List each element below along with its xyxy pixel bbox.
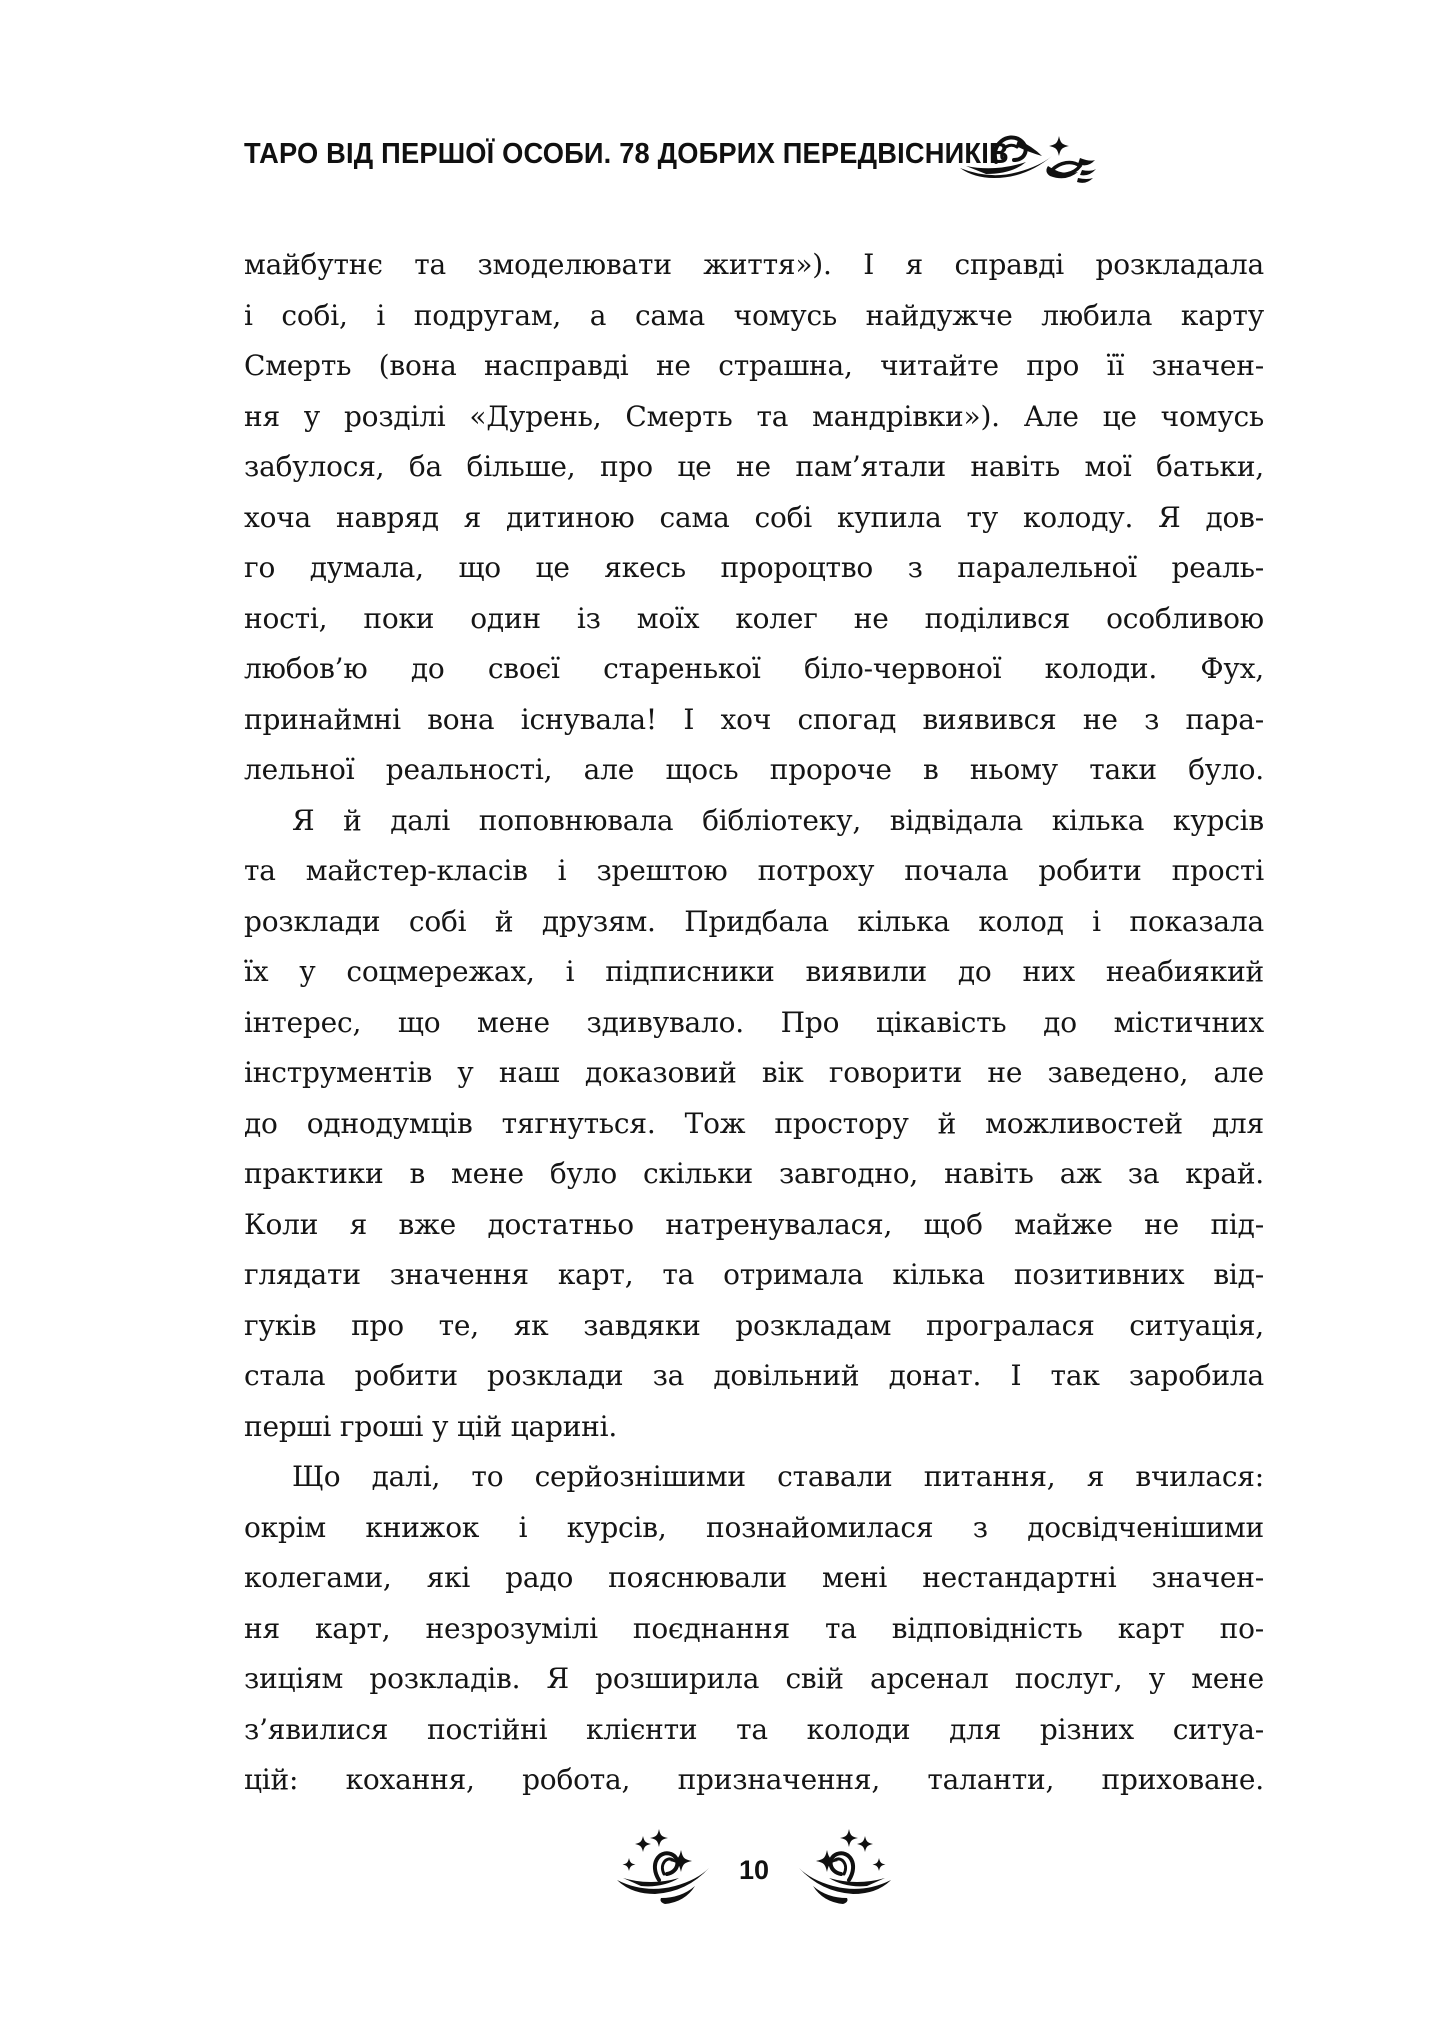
page-number: 10 — [738, 1854, 770, 1885]
text-line: ності, поки один із моїх колег не поділився особливою — [244, 601, 1264, 635]
running-head-title: ТАРО ВІД ПЕРШОЇ ОСОБИ. 78 ДОБРИХ ПЕРЕДВІСНИКІВ — [244, 138, 1009, 170]
text-line: гуків про те, як завдяки розкладам програлася ситуація, — [244, 1308, 1264, 1342]
text-line: до однодумців тягнуться. Тож простору й можливостей для — [244, 1106, 1264, 1140]
text-line: забулося, ба більше, про це не пам’ятали навіть мої батьки, — [244, 450, 1264, 483]
text-line: цій: кохання, робота, призначення, таланти, приховане. — [244, 1763, 1264, 1796]
text-line: окрім книжок і курсів, познайомилася з досвідченішими — [244, 1510, 1264, 1544]
running-head — [244, 132, 1264, 192]
text-line: практики в мене було скільки завгодно, навіть аж за край. — [244, 1157, 1264, 1190]
page-footer — [244, 1822, 1264, 1912]
text-line: Що далі, то серйознішими ставали питання, я вчилася: — [292, 1460, 1264, 1493]
text-line: Коли я вже достатньо натренувалася, щоб майже не під- — [244, 1207, 1264, 1241]
text-line: інструментів у наш доказовий вік говорити не заведено, але — [244, 1056, 1264, 1089]
text-line: хоча навряд я дитиною сама собі купила ту колоду. Я дов- — [244, 500, 1264, 534]
text-line: перші гроші у цій царині. — [244, 1409, 618, 1443]
text-line: любов’ю до своєї старенької біло-червоної колоди. Фух, — [244, 652, 1264, 685]
text-line: ня у розділі «Дурень, Смерть та мандрівки»). Але це чомусь — [244, 399, 1264, 433]
text-line: глядати значення карт, та отримала кілька позитивних від- — [244, 1258, 1264, 1291]
footer-right-flourish-icon — [793, 1828, 893, 1906]
text-line: ня карт, незрозумілі поєднання та відповідність карт по- — [244, 1611, 1264, 1645]
footer-left-flourish-icon — [615, 1828, 715, 1906]
text-line: майбутнє та змоделювати життя»). І я справді розкладала — [244, 248, 1264, 281]
body-text — [244, 240, 1264, 1806]
text-line: Я й далі поповнювала бібліотеку, відвідала кілька курсів — [292, 803, 1264, 837]
text-line: зиціям розкладів. Я розширила свій арсенал послуг, у мене — [244, 1662, 1264, 1695]
text-line: розклади собі й друзям. Придбала кілька колод і показала — [244, 904, 1264, 938]
text-line: лельної реальності, але щось пророче в ньому таки було. — [244, 753, 1264, 786]
text-line: інтерес, що мене здивувало. Про цікавість до містичних — [244, 1005, 1264, 1039]
text-line: з’явилися постійні клієнти та колоди для різних ситуа- — [244, 1712, 1264, 1746]
text-line: їх у соцмережах, і підписники виявили до них неабиякий — [244, 955, 1264, 988]
text-line: і собі, і подругам, а сама чомусь найдужче любила карту — [244, 298, 1264, 332]
text-line: та майстер-класів і зрештою потроху почала робити прості — [244, 854, 1264, 887]
text-line: стала робити розклади за довільний донат. І так заробила — [244, 1359, 1264, 1392]
text-line: принаймні вона існувала! І хоч спогад виявився не з пара- — [244, 702, 1264, 736]
header-flourish-icon — [956, 122, 1096, 194]
text-line: Смерть (вона насправді не страшна, читайте про її значен- — [244, 349, 1264, 382]
text-line: колегами, які радо пояснювали мені нестандартні значен- — [244, 1561, 1264, 1594]
text-line: го думала, що це якесь пророцтво з паралельної реаль- — [244, 551, 1264, 584]
